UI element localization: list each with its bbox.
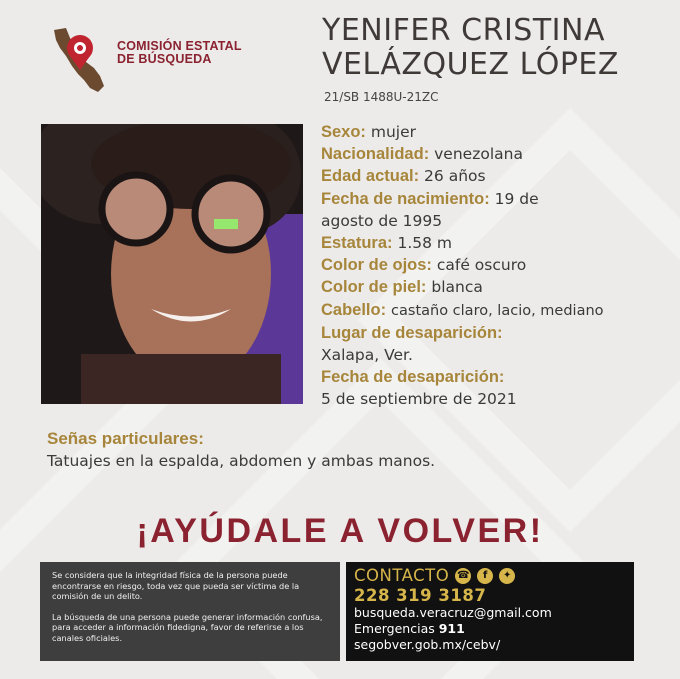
agency-name-line1: COMISIÓN ESTATAL — [117, 39, 242, 53]
contact-website[interactable]: segobver.gob.mx/cebv/ — [354, 637, 501, 652]
contact-header — [354, 566, 626, 585]
detail-fecha: Fecha de desaparición: 5 de septiembre de 2021 — [321, 368, 517, 409]
agency-logo — [44, 26, 244, 98]
contact-box — [346, 562, 634, 661]
veracruz-map-pin-icon — [44, 26, 114, 96]
twitter-icon[interactable]: ✦ — [499, 568, 515, 584]
detail-nacionalidad: Nacionalidad: venezolana — [321, 145, 523, 164]
marks-label: Señas particulares: — [47, 429, 204, 448]
facebook-icon[interactable]: f — [477, 568, 493, 584]
detail-piel: Color de piel: blanca — [321, 278, 483, 297]
phone-icon[interactable]: ☎ — [455, 568, 471, 584]
distinguishing-marks — [47, 428, 647, 472]
detail-edad: Edad actual: 26 años — [321, 167, 486, 186]
person-name-line1: YENIFER CRISTINA — [322, 13, 605, 48]
contact-title: CONTACTO — [354, 566, 450, 585]
marks-value: Tatuajes en la espalda, abdomen y ambas manos. — [47, 452, 436, 470]
disclaimer-paragraph-1: Se considera que la integridad física de la persona puede encontrarse en riesgo, toda vez que pueda ser víctima de la comisión de un delito. — [52, 570, 300, 601]
person-details — [321, 121, 676, 411]
detail-lugar: Lugar de desaparición: Xalapa, Ver. — [321, 323, 503, 365]
call-to-action: ¡AYÚDALE A VOLVER! — [136, 512, 544, 550]
case-folio: 21/SB 1488U-21ZC — [324, 90, 439, 104]
disclaimer-box — [40, 562, 340, 661]
person-name — [322, 14, 672, 82]
agency-name-line2: DE BÚSQUEDA — [117, 52, 212, 66]
contact-phone[interactable]: 228 319 3187 — [354, 586, 487, 605]
detail-estatura: Estatura: 1.58 m — [321, 234, 453, 253]
detail-sexo: Sexo: mujer — [321, 123, 417, 141]
detail-cabello: Cabello: castaño claro, lacio, mediano — [321, 300, 604, 319]
contact-emergencias: Emergencias 911 — [354, 621, 465, 636]
contact-email[interactable]: busqueda.veracruz@gmail.com — [354, 605, 552, 620]
person-name-line2: VELÁZQUEZ LÓPEZ — [322, 47, 619, 82]
detail-nacimiento: Fecha de nacimiento: 19 de agosto de 1995 — [321, 189, 539, 230]
disclaimer-paragraph-2: La búsqueda de una persona puede generar información confusa, para acceder a información fidedigna, favor de referirse a los canales oficiales. — [52, 611, 323, 643]
agency-name — [117, 40, 242, 66]
person-photo — [41, 124, 303, 404]
detail-ojos: Color de ojos: café oscuro — [321, 256, 527, 275]
